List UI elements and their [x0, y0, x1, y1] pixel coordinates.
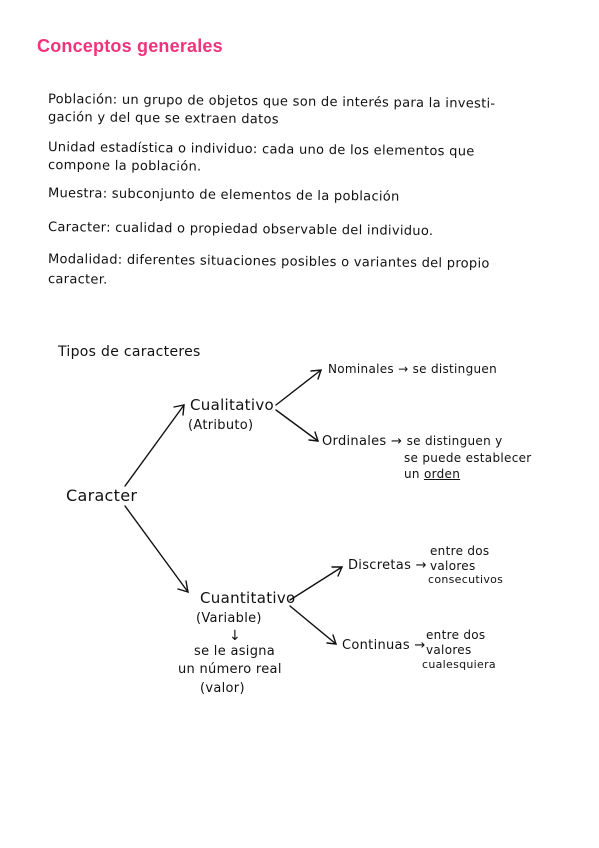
- ordinales-desc2: se puede establecer: [404, 451, 532, 465]
- ordinales-desc3-prefix: un: [404, 467, 420, 481]
- node-cualitativo: Cualitativo: [190, 396, 274, 414]
- continuas-desc2: valores: [426, 643, 472, 657]
- continuas-desc1: entre dos: [426, 628, 486, 642]
- diagram-heading: Tipos de caracteres: [58, 344, 201, 360]
- definition-modalidad-line2: caracter.: [47, 272, 108, 288]
- nominales-arrow: →: [398, 362, 409, 376]
- ordinales-arrow: →: [390, 434, 403, 449]
- arrow-qualitative-to-nominal: [276, 370, 321, 405]
- page-title: Conceptos generales: [37, 36, 223, 56]
- node-cuantitativo-sub: (Variable): [196, 611, 262, 626]
- definition-unidad-line2: compone la población.: [47, 158, 202, 175]
- arrow-quantitative-to-continuous: [290, 606, 336, 644]
- cuantitativo-note1: se le asigna: [194, 644, 276, 659]
- node-ordinales: [322, 434, 503, 449]
- definition-poblacion-line2: gación y del que se extraen datos: [47, 110, 279, 128]
- ordinales-label: Ordinales: [322, 434, 387, 449]
- continuas-desc3: cualesquiera: [422, 658, 496, 671]
- discretas-desc3: consecutivos: [428, 573, 504, 586]
- arrow-root-to-qualitative: [125, 405, 184, 486]
- arrow-root-to-quantitative: [125, 506, 188, 592]
- node-caracter: Caracter: [66, 486, 138, 505]
- ordinales-desc1: se distinguen y: [406, 434, 503, 448]
- definition-muestra: Muestra: subconjunto de elementos de la población: [47, 186, 400, 205]
- node-cualitativo-sub: (Atributo): [188, 418, 254, 433]
- node-cuantitativo: Cuantitativo: [200, 589, 296, 607]
- node-discretas: [348, 558, 427, 573]
- nominales-desc: se distinguen: [412, 362, 498, 376]
- node-nominales: [328, 362, 497, 376]
- cuantitativo-down-arrow: ↓: [229, 628, 242, 644]
- discretas-label: Discretas: [348, 558, 412, 573]
- discretas-arrow: →: [415, 558, 427, 573]
- continuas-arrow: →: [414, 638, 426, 653]
- cuantitativo-note2: un número real: [178, 662, 282, 677]
- definition-unidad-line1: Unidad estadística o individuo: cada uno de los elementos que: [47, 140, 475, 160]
- cuantitativo-note3: (valor): [200, 681, 245, 696]
- ordinales-desc3: [404, 467, 460, 481]
- node-continuas: [342, 638, 426, 653]
- continuas-label: Continuas: [342, 638, 410, 653]
- arrow-quantitative-to-discrete: [290, 567, 342, 600]
- discretas-desc2: valores: [430, 559, 476, 573]
- definition-caracter: Caracter: cualidad o propiedad observable del individuo.: [47, 220, 434, 240]
- definition-poblacion-line1: Población: un grupo de objetos que son de interés para la investi-: [47, 92, 496, 112]
- arrow-qualitative-to-ordinal: [276, 410, 318, 441]
- discretas-desc1: entre dos: [430, 544, 490, 558]
- definition-modalidad-line1: Modalidad: diferentes situaciones posibles o variantes del propio: [47, 252, 490, 272]
- nominales-label: Nominales: [328, 362, 394, 376]
- ordinales-desc3-underlined: orden: [423, 467, 461, 481]
